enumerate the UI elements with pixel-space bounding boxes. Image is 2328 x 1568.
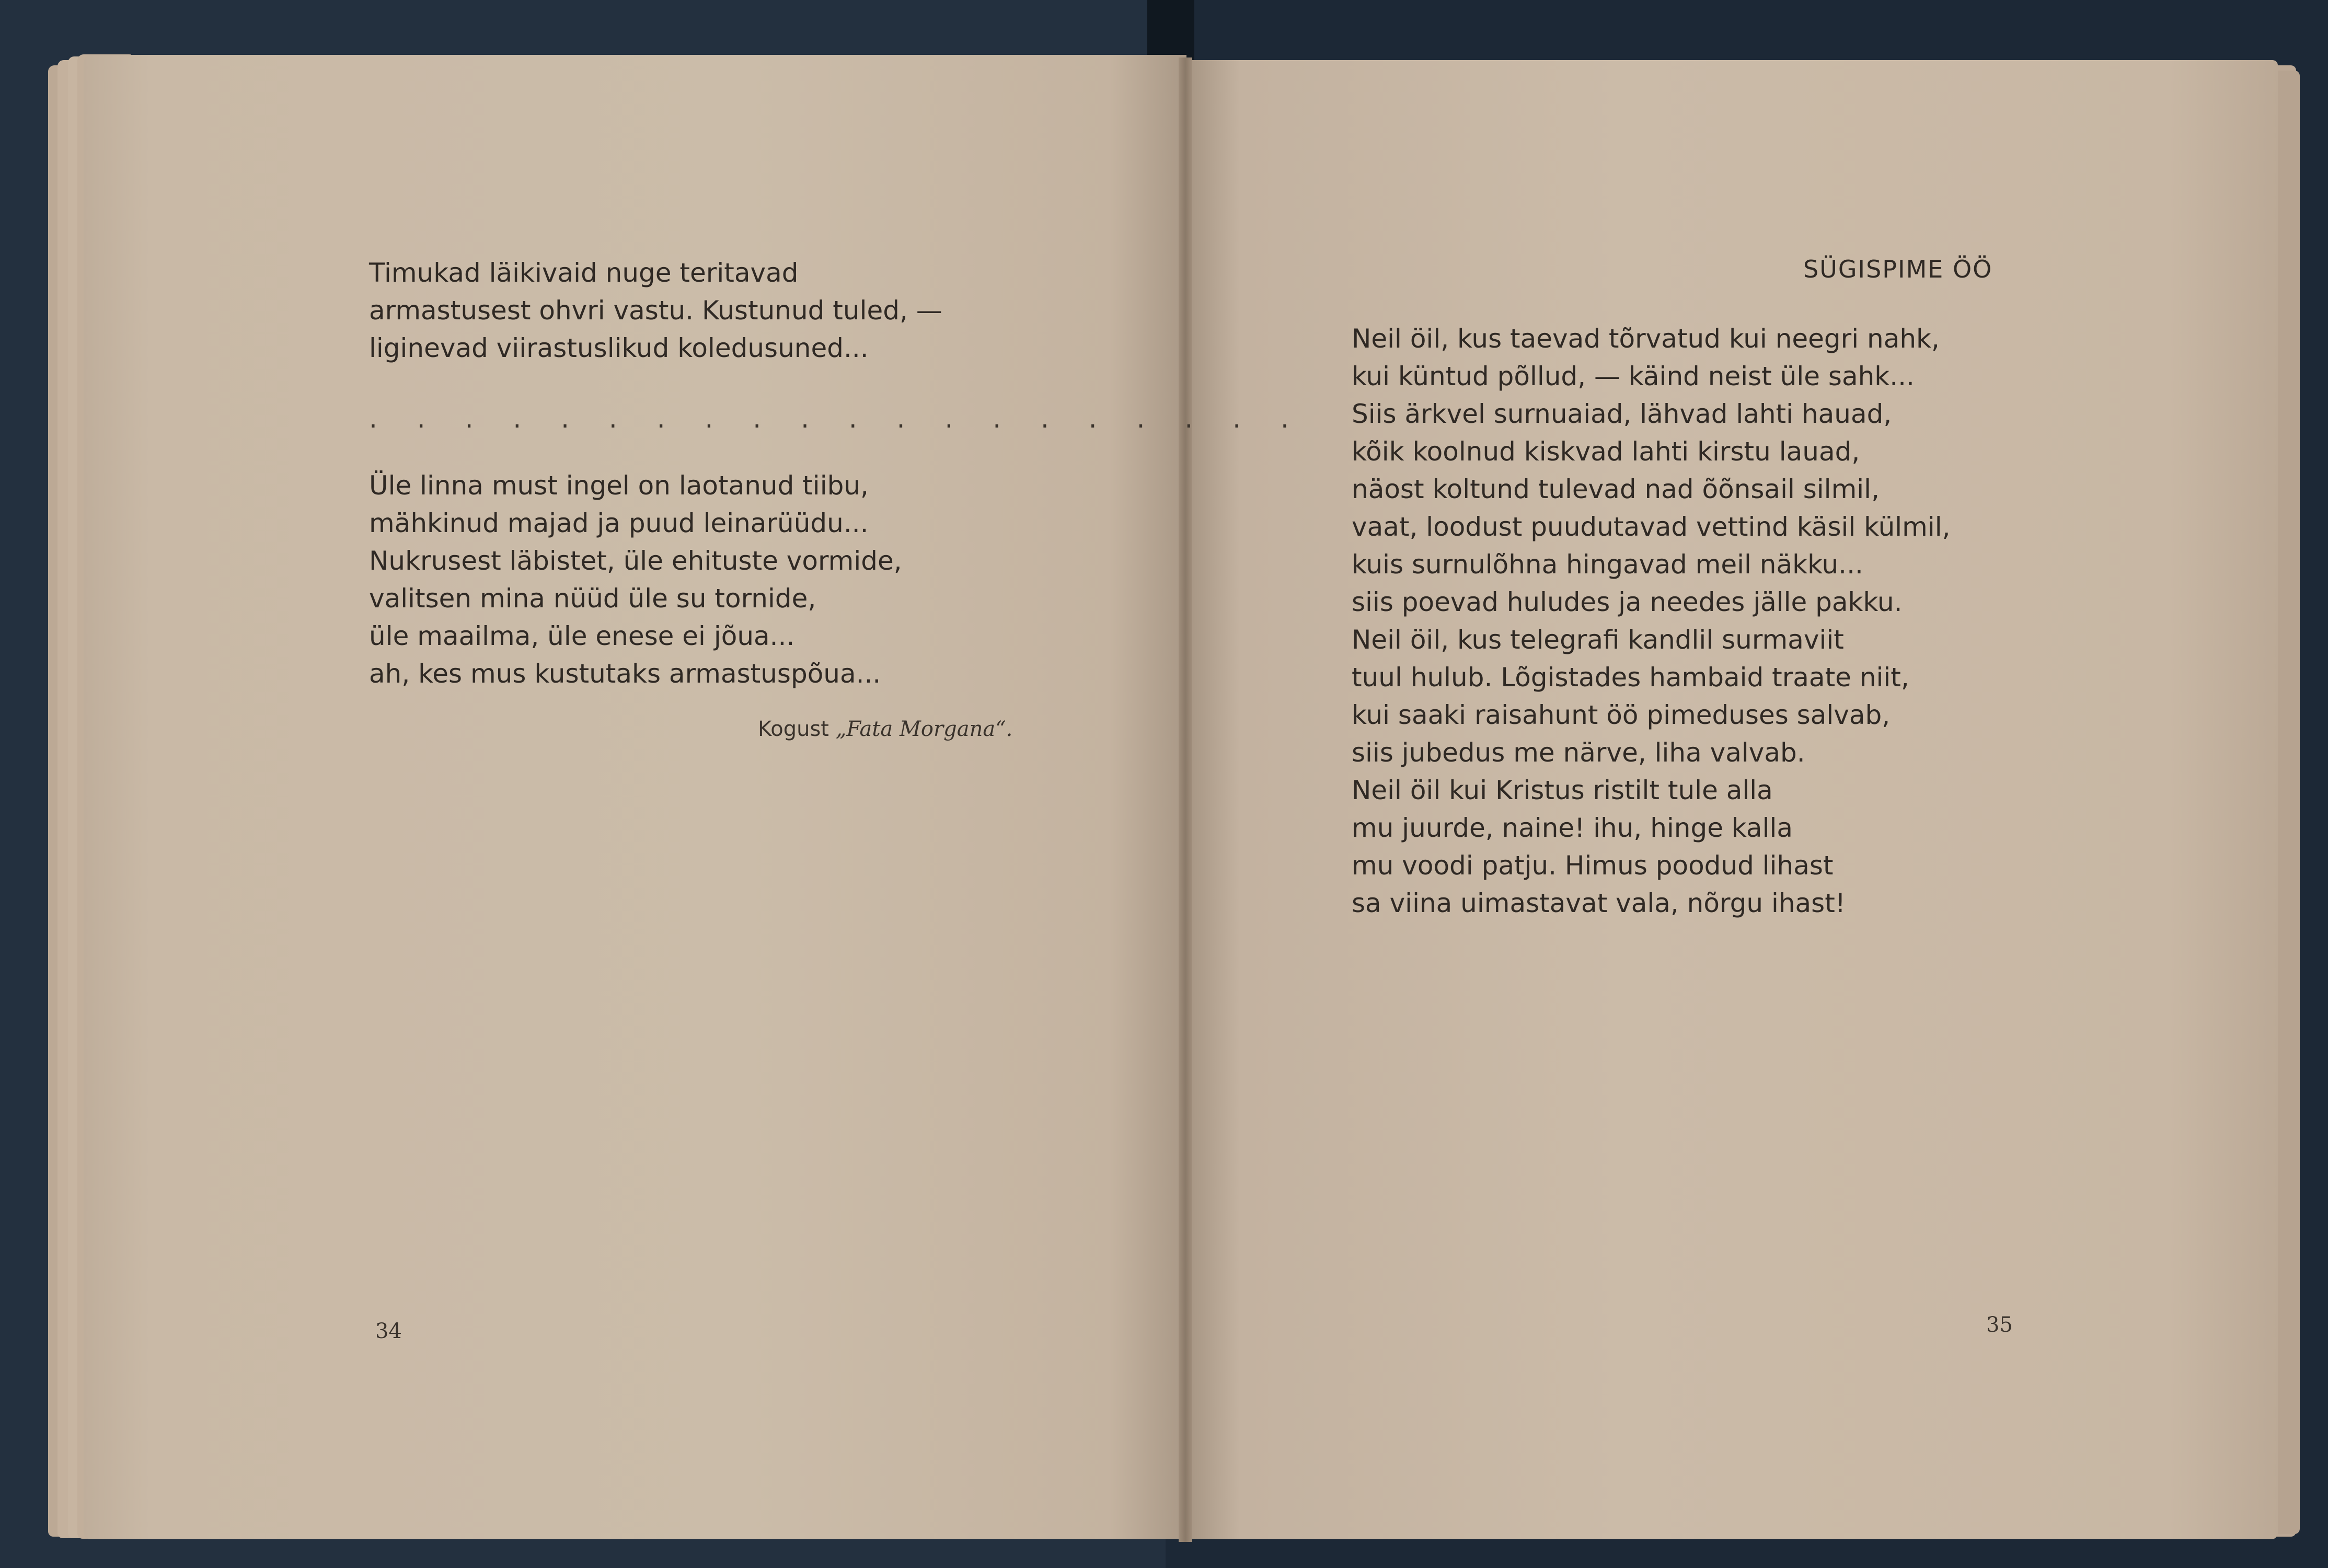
verse-line: tuul hulub. Lõgistades hambaid traate niit, [1352,662,1909,693]
verse-line: armastusest ohvri vastu. Kustunud tuled, — [369,295,942,326]
verse-line: siis jubedus me närve, liha valvab. [1352,737,1805,768]
section-separator: . . . . . . . . . . . . . . . . . . . . [369,403,1305,434]
verse-line: Timukad läikivaid nuge teritavad [369,258,799,288]
verse-line: valitsen mina nüüd üle su tornide, [369,583,816,614]
page-number-left: 34 [375,1319,402,1343]
verse-line: üle maailma, üle enese ei jõua... [369,621,795,651]
verse-line: mu juurde, naine! ihu, hinge kalla [1352,813,1793,843]
verse-line: kõik koolnud kiskvad lahti kirstu lauad, [1352,436,1860,467]
left-stanza-2 [369,467,902,693]
verse-line: kuis surnulõhna hingavad meil näkku... [1352,549,1863,580]
source-prefix: Kogust [758,717,836,741]
verse-line: sa viina uimastavat vala, nõrgu ihast! [1352,888,1846,918]
left-stanza-1 [369,254,942,367]
book-spine [1179,57,1192,1542]
verse-line: kui küntud põllud, — käind neist üle sahk... [1352,361,1915,391]
verse-line: Siis ärkvel surnuaiad, lähvad lahti hauad, [1352,399,1892,429]
verse-line: vaat, loodust puudutavad vettind käsil külmil, [1352,512,1951,542]
verse-line: mähkinud majad ja puud leinarüüdu... [369,508,869,538]
verse-line: kui saaki raisahunt öö pimeduses salvab, [1352,700,1891,730]
verse-line: Nukrusest läbistet, üle ehituste vormide, [369,546,902,576]
verse-line: liginevad viirastuslikud koledusuned... [369,333,869,363]
verse-line: ah, kes mus kustutaks armastuspõua... [369,659,881,689]
right-poem [1352,320,1951,922]
source-title: „Fata Morgana“. [835,717,1013,741]
verse-line: Neil öil, kus taevad tõrvatud kui neegri nahk, [1352,324,1940,354]
poem-title: SÜGISPIME ÖÖ [1803,255,1993,283]
verse-line: Neil öil kui Kristus ristilt tule alla [1352,775,1773,805]
verse-line: mu voodi patju. Himus poodud lihast [1352,850,1834,881]
source-attribution [758,717,1012,741]
verse-line: Üle linna must ingel on laotanud tiibu, [369,470,869,501]
page-number-right: 35 [1986,1313,2013,1337]
verse-line: Neil öil, kus telegrafi kandlil surmaviit [1352,625,1844,655]
verse-line: siis poevad huludes ja needes jälle pakku. [1352,587,1903,617]
verse-line: näost koltund tulevad nad õõnsail silmil, [1352,474,1880,504]
